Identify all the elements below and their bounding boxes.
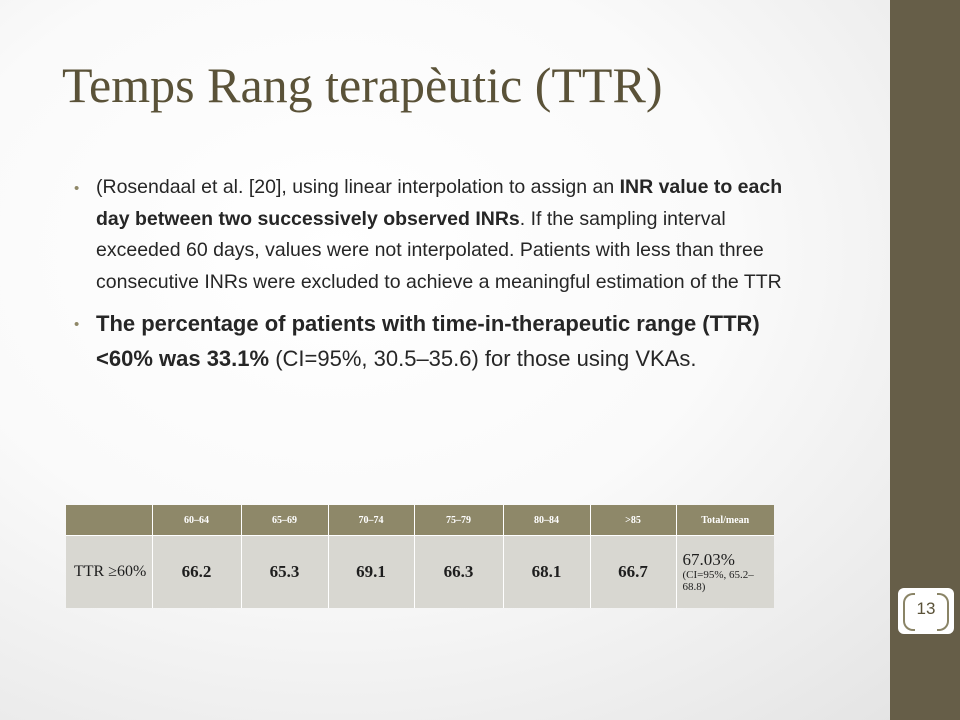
total-ci: (CI=95%, 65.2–68.8) (682, 569, 754, 594)
table-header-row (66, 505, 774, 536)
table-cell: 65.3 (241, 536, 328, 609)
bullet-text: (Rosendaal et al. [20], using linear interpolation to assign an (96, 176, 620, 198)
table-header-cell: 75–79 (414, 505, 503, 536)
slide-title: Temps Rang terapèutic (TTR) (62, 57, 663, 113)
table-header-cell: 65–69 (241, 505, 328, 536)
page-number: 13 (916, 599, 936, 618)
table-header-cell: >85 (590, 505, 676, 536)
table-header-cell (66, 505, 152, 536)
bullet-bold-text: The percentage of patients with time-in-therapeutic range (TTR) <60% was 33.1% (96, 311, 760, 371)
table-header-cell: 80–84 (503, 505, 590, 536)
bullet-icon: • (74, 180, 80, 197)
table-row (66, 536, 774, 609)
table-cell: 68.1 (503, 536, 590, 609)
table-header-cell: 60–64 (152, 505, 241, 536)
row-label-cell: TTR ≥60% (66, 536, 152, 609)
bullet-text: . If the sampling interval exceeded 60 days, values were not interpolated. Patients with less than three consecutive INRs were excluded to achieve a meaningful estimation of the TTR (96, 207, 782, 293)
table-header-cell: Total/mean (676, 505, 774, 536)
table-header-cell: 70–74 (328, 505, 414, 536)
bullet-text: (CI=95%, 30.5–35.6) for those using VKAs. (269, 346, 697, 371)
total-cell (676, 536, 774, 609)
ttr-table (66, 505, 774, 608)
bullet-list (74, 172, 804, 376)
bullet-bold-text: INR value to each day between two successively observed INRs (96, 176, 783, 230)
bullet-item-result (74, 306, 804, 376)
total-value: 67.03% (682, 549, 735, 569)
table-cell: 66.7 (590, 536, 676, 609)
table-cell: 66.3 (414, 536, 503, 609)
bullet-icon: • (74, 316, 80, 333)
table-cell: 69.1 (328, 536, 414, 609)
table-cell: 66.2 (152, 536, 241, 609)
page-number-badge (898, 588, 954, 634)
bullet-item-method (74, 172, 804, 298)
